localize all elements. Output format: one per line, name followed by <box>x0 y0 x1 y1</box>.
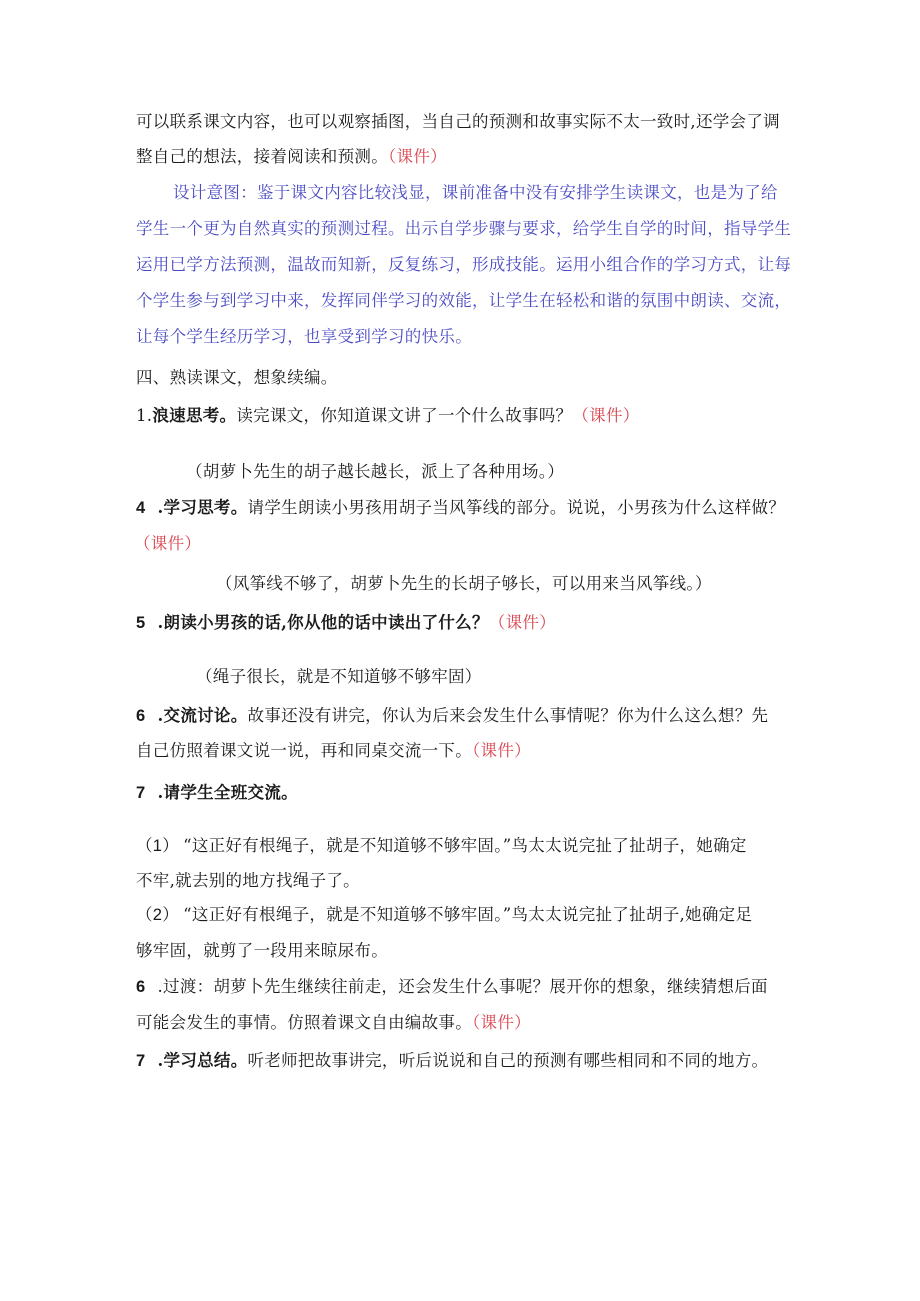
answer-5: （绳子很长，就是不知道够不够牢固） <box>196 667 482 686</box>
question-item-4: 4 .学习思考。请学生朗读小男孩用胡子当风筝线的部分。说说，小男孩为什么这样做？ <box>136 498 786 517</box>
design-intent-line: 运用已学方法预测，温故而知新，反复练习，形成技能。运用小组合作的学习方式，让每 <box>136 255 792 274</box>
section-heading: 四、熟读课文，想象续编。 <box>136 368 338 387</box>
courseware-label: （课件） <box>488 613 556 632</box>
courseware-label: （课件） <box>572 406 640 425</box>
sub-item-2: （2） “这正好有根绳子，就是不知道够不够牢固。”鸟太太说完扯了扯胡子,她确定足 <box>136 905 753 924</box>
paragraph-line: 够牢固，就剪了一段用来晾尿布。 <box>136 941 388 960</box>
courseware-label: （课件） <box>388 147 447 166</box>
paragraph-line: 自己仿照着课文说一说，再和同桌交流一下。（课件） <box>136 741 531 760</box>
question-item-6: 6 .交流讨论。故事还没有讲完，你认为后来会发生什么事情呢？你为什么这么想？先 <box>136 706 769 725</box>
design-intent-line: 学生一个更为自然真实的预测过程。出示自学步骤与要求，给学生自学的时间，指导学生 <box>136 219 792 238</box>
question-item-7: 7 .请学生全班交流。 <box>136 783 298 802</box>
design-intent-line: 个学生参与到学习中来，发挥同伴学习的效能，让学生在轻松和谐的氛围中朗读、交流， <box>136 291 792 310</box>
design-intent-line: 设计意图：鉴于课文内容比较浅显，课前准备中没有安排学生读课文，也是为了给 <box>173 183 778 202</box>
courseware-label: （课件） <box>472 1013 531 1032</box>
answer-4: （风筝线不够了，胡萝卜先生的长胡子够长，可以用来当风筝线。） <box>216 574 712 593</box>
paragraph-line: 可能会发生的事情。仿照着课文自由编故事。（课件） <box>136 1013 531 1032</box>
courseware-label: （课件） <box>134 534 202 553</box>
answer-1: （胡萝卜先生的胡子越长越长，派上了各种用场。） <box>186 462 565 481</box>
question-item-7b: 7 .学习总结。听老师把故事讲完，听后说说和自己的预测有哪些相同和不同的地方。 <box>136 1051 769 1070</box>
question-item-5: 5 .朗读小男孩的话,你从他的话中读出了什么？（课件） <box>136 613 556 632</box>
courseware-label: （课件） <box>472 741 531 760</box>
question-item-1: 1.浪速思考。读完课文，你知道课文讲了一个什么故事吗？（课件） <box>136 406 640 425</box>
sub-item-1: （1） “这正好有根绳子，就是不知道够不够牢固。”鸟太太说完扯了扯胡子，她确定 <box>136 836 747 855</box>
question-item-6b: 6 .过渡：胡萝卜先生继续往前走，还会发生什么事呢？展开你的想象，继续猜想后面 <box>136 977 768 996</box>
paragraph-line: 可以联系课文内容，也可以观察插图，当自己的预测和故事实际不太一致时,还学会了调 <box>136 112 780 131</box>
paragraph-line: 整自己的想法，接着阅读和预测。（课件） <box>136 147 447 166</box>
paragraph-line: 不牢,就去别的地方找绳子了。 <box>136 871 360 890</box>
design-intent-line: 让每个学生经历学习，也享受到学习的快乐。 <box>136 327 472 346</box>
